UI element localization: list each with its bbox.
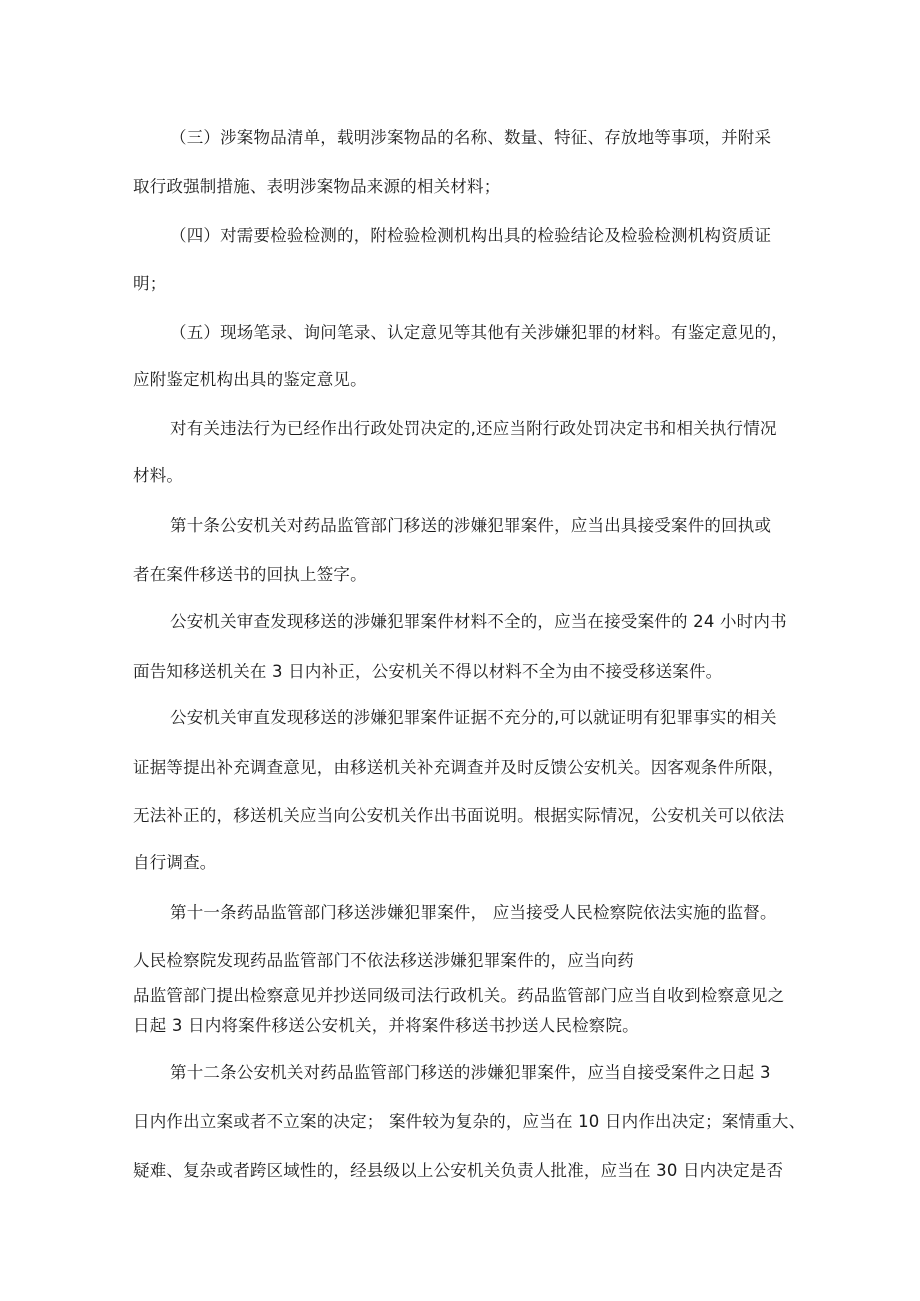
text-line: 第十二条公安机关对药品监管部门移送的涉嫌犯罪案件，应当自接受案件之日起 3 [170,1063,771,1082]
text-line: 者在案件移送书的回执上签字。 [133,565,367,584]
text-line: 自行调查。 [133,853,217,872]
text-line: （四）对需要检验检测的，附检验检测机构出具的检验结论及检验检测机构资质证 [170,226,772,245]
text-line: 对有关违法行为已经作出行政处罚决定的,还应当附行政处罚决定书和相关执行情况 [170,419,777,438]
text-line: 第十一条药品监管部门移送涉嫌犯罪案件， 应当接受人民检察院依法实施的监督。 [170,903,777,922]
text-line: 面告知移送机关在 3 日内补正，公安机关不得以材料不全为由不接受移送案件。 [133,662,723,681]
text-line: （三）涉案物品清单，载明涉案物品的名称、数量、特征、存放地等事项，并附采 [170,128,772,147]
text-line: 材料。 [133,466,184,485]
text-line: 第十条公安机关对药品监管部门移送的涉嫌犯罪案件，应当出具接受案件的回执或 [170,516,772,535]
text-line: （五）现场笔录、询问笔录、认定意见等其他有关涉嫌犯罪的材料。有鉴定意见的， [170,323,788,342]
text-line: 证据等提出补充调查意见，由移送机关补充调查并及时反馈公安机关。因客观条件所限， [133,758,785,777]
text-line: 无法补正的，移送机关应当向公安机关作出书面说明。根据实际情况，公安机关可以依法 [133,806,785,825]
text-line: 公安机关审直发现移送的涉嫌犯罪案件证据不充分的,可以就证明有犯罪事实的相关 [170,708,777,727]
text-line: 取行政强制措施、表明涉案物品来源的相关材料； [133,177,501,196]
text-line: 公安机关审查发现移送的涉嫌犯罪案件材料不全的，应当在接受案件的 24 小时内书 [170,612,787,631]
text-line: 品监管部门提出检察意见并抄送同级司法行政机关。药品监管部门应当自收到检察意见之 [133,986,785,1005]
text-line: 疑难、复杂或者跨区域性的，经县级以上公安机关负责人批准，应当在 30 日内决定是否 [133,1161,784,1180]
text-line: 日内作出立案或者不立案的决定； 案件较为复杂的，应当在 10 日内作出决定；案情重大、 [133,1112,806,1131]
text-line: 人民检察院发现药品监管部门不依法移送涉嫌犯罪案件的，应当向药 [133,951,634,970]
text-line: 明； [133,274,167,293]
text-line: 应附鉴定机构出具的鉴定意见。 [133,370,367,389]
text-line: 日起 3 日内将案件移送公安机关，并将案件移送书抄送人民检察院。 [133,1016,639,1035]
